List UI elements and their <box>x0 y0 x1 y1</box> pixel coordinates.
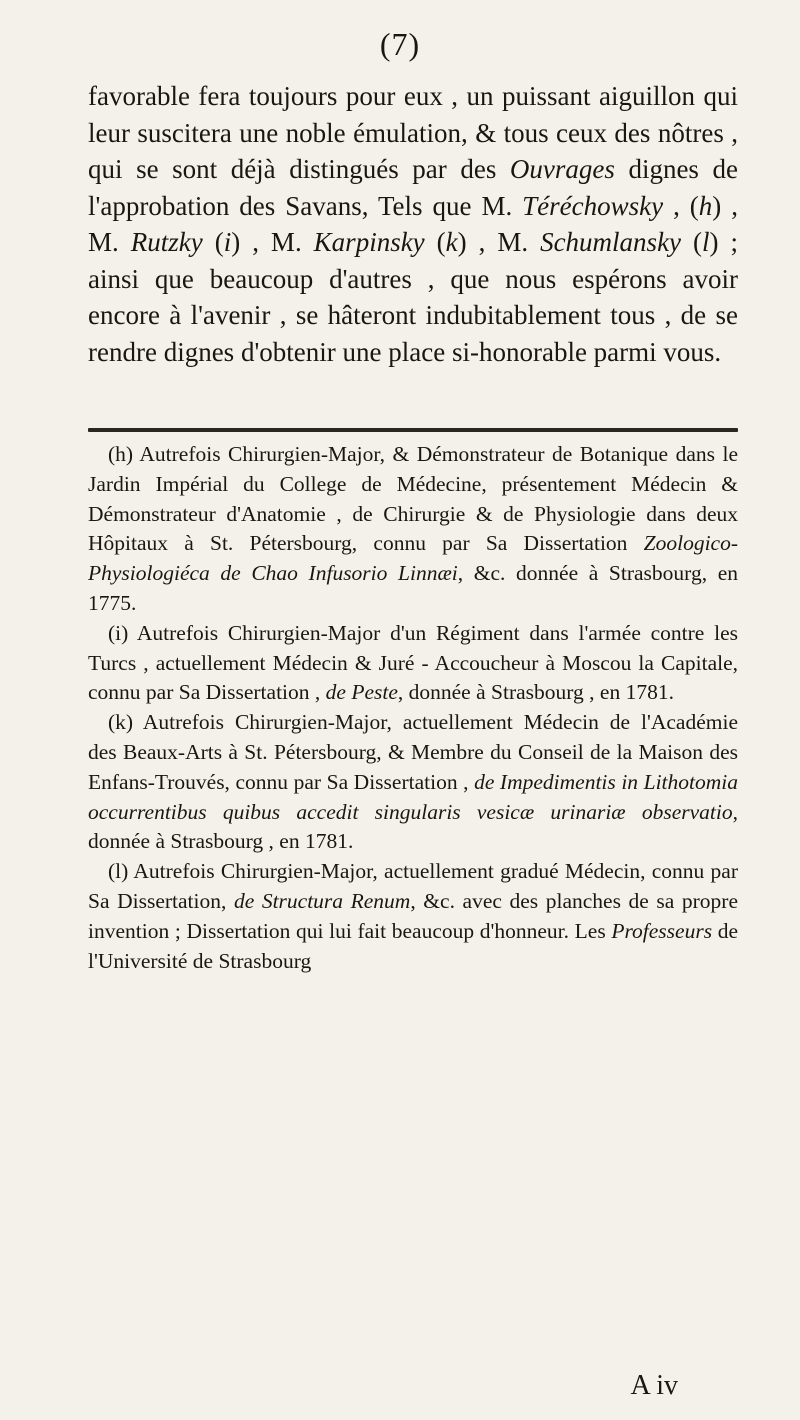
text-run: , ( <box>663 190 699 221</box>
footnote-ref: l <box>702 227 710 257</box>
main-text <box>88 78 738 370</box>
text-run: ) , M. <box>88 190 738 257</box>
dissertation-title: Zoologico-Physiologiéca de Chao Infusorio Linnæi <box>88 531 738 586</box>
text-run: , &c. donnée à Strasbourg, en 1775. <box>88 561 738 615</box>
author-name: Schumlansky <box>540 227 682 257</box>
footnote-h <box>88 440 738 619</box>
text-run: Autrefois Chirurgien-Major, & Démonstrateur de Botanique dans le Jardin Impérial du College de Médecine, présentement Médecin & Démonstrateur d'Anatomie , de Chirurgie & de Physiologie dans deux Hôpitaux à St. Pétersbourg, connu par Sa Dissertation <box>88 442 738 556</box>
author-name: Karpinsky <box>313 227 425 257</box>
text-run: favorable fera toujours pour eux , un puissant aiguillon qui leur suscitera une noble émulation, & tous ceux des nôtres , qui se sont déjà distingués par des <box>88 81 738 184</box>
footnote-mark: (i) <box>108 620 129 645</box>
footnote-ref: h <box>698 190 713 221</box>
footnote-k <box>88 708 738 857</box>
author-name: Téréchowsky <box>522 190 664 221</box>
dissertation-title: de Peste <box>325 680 398 705</box>
dissertation-title: de Structura Renum <box>233 888 411 913</box>
footnote-i <box>88 619 738 708</box>
text-run: dignes de l'approbation des Savans, Tels que M. <box>88 154 738 221</box>
footnote-ref: i <box>223 227 232 257</box>
main-paragraph <box>88 78 738 370</box>
page-number: (7) <box>379 26 421 62</box>
footnote-l <box>88 857 738 976</box>
text-run: ( <box>424 227 446 257</box>
footnote-mark: (k) <box>108 710 134 735</box>
text-run: Autrefois Chirurgien-Major, actuellement gradué Médecin, connu par Sa Dissertation, <box>88 859 738 913</box>
text-run: , donnée à Strasbourg , en 1781. <box>88 799 738 854</box>
text-run: de l'Université de Strasbourg <box>88 918 738 973</box>
text-run: ) , M. <box>231 227 314 257</box>
footnote-ref: k <box>445 227 458 257</box>
italic-run: Ouvrages <box>509 154 615 184</box>
footnote-separator-rule <box>88 428 738 432</box>
italic-run: Professeurs <box>611 918 713 943</box>
text-run: , donnée à Strasbourg , en 1781. <box>397 680 674 705</box>
text-run: ) ; ainsi que beaucoup d'autres , que nous espérons avoir encore à l'avenir , se hâteront indubitablement tous , de se rendre dignes d'obtenir une place si-honorable parmi vous. <box>88 227 739 367</box>
dissertation-title: de Impedimentis in Lithotomia occurrentibus quibus accedit singularis vesicæ urinariæ observatio <box>88 769 738 824</box>
text-run: Autrefois Chirurgien-Major d'un Régiment dans l'armée contre les Turcs , actuellement Médecin & Juré - Accoucheur à Moscou la Capitale, connu par Sa Dissertation , <box>88 620 738 705</box>
text-run: ) , M. <box>457 227 541 257</box>
text-run: Autrefois Chirurgien-Major, actuellement Médecin de l'Académie des Beaux-Arts à St. Pétersbourg, & Membre du Conseil de la Maison des Enfans-Trouvés, connu par Sa Dissertation , <box>88 710 738 794</box>
text-run: , &c. avec des planches de sa propre invention ; Dissertation qui lui fait beaucoup d'honneur. Les <box>88 888 739 943</box>
text-run: ( <box>681 227 703 257</box>
text-run: ( <box>202 227 224 257</box>
author-name: Rutzky <box>130 227 203 257</box>
footnote-mark: (l) <box>108 859 129 884</box>
footnote-mark: (h) <box>108 442 134 466</box>
signature-mark: A iv <box>630 1370 678 1401</box>
footnotes <box>88 440 738 976</box>
